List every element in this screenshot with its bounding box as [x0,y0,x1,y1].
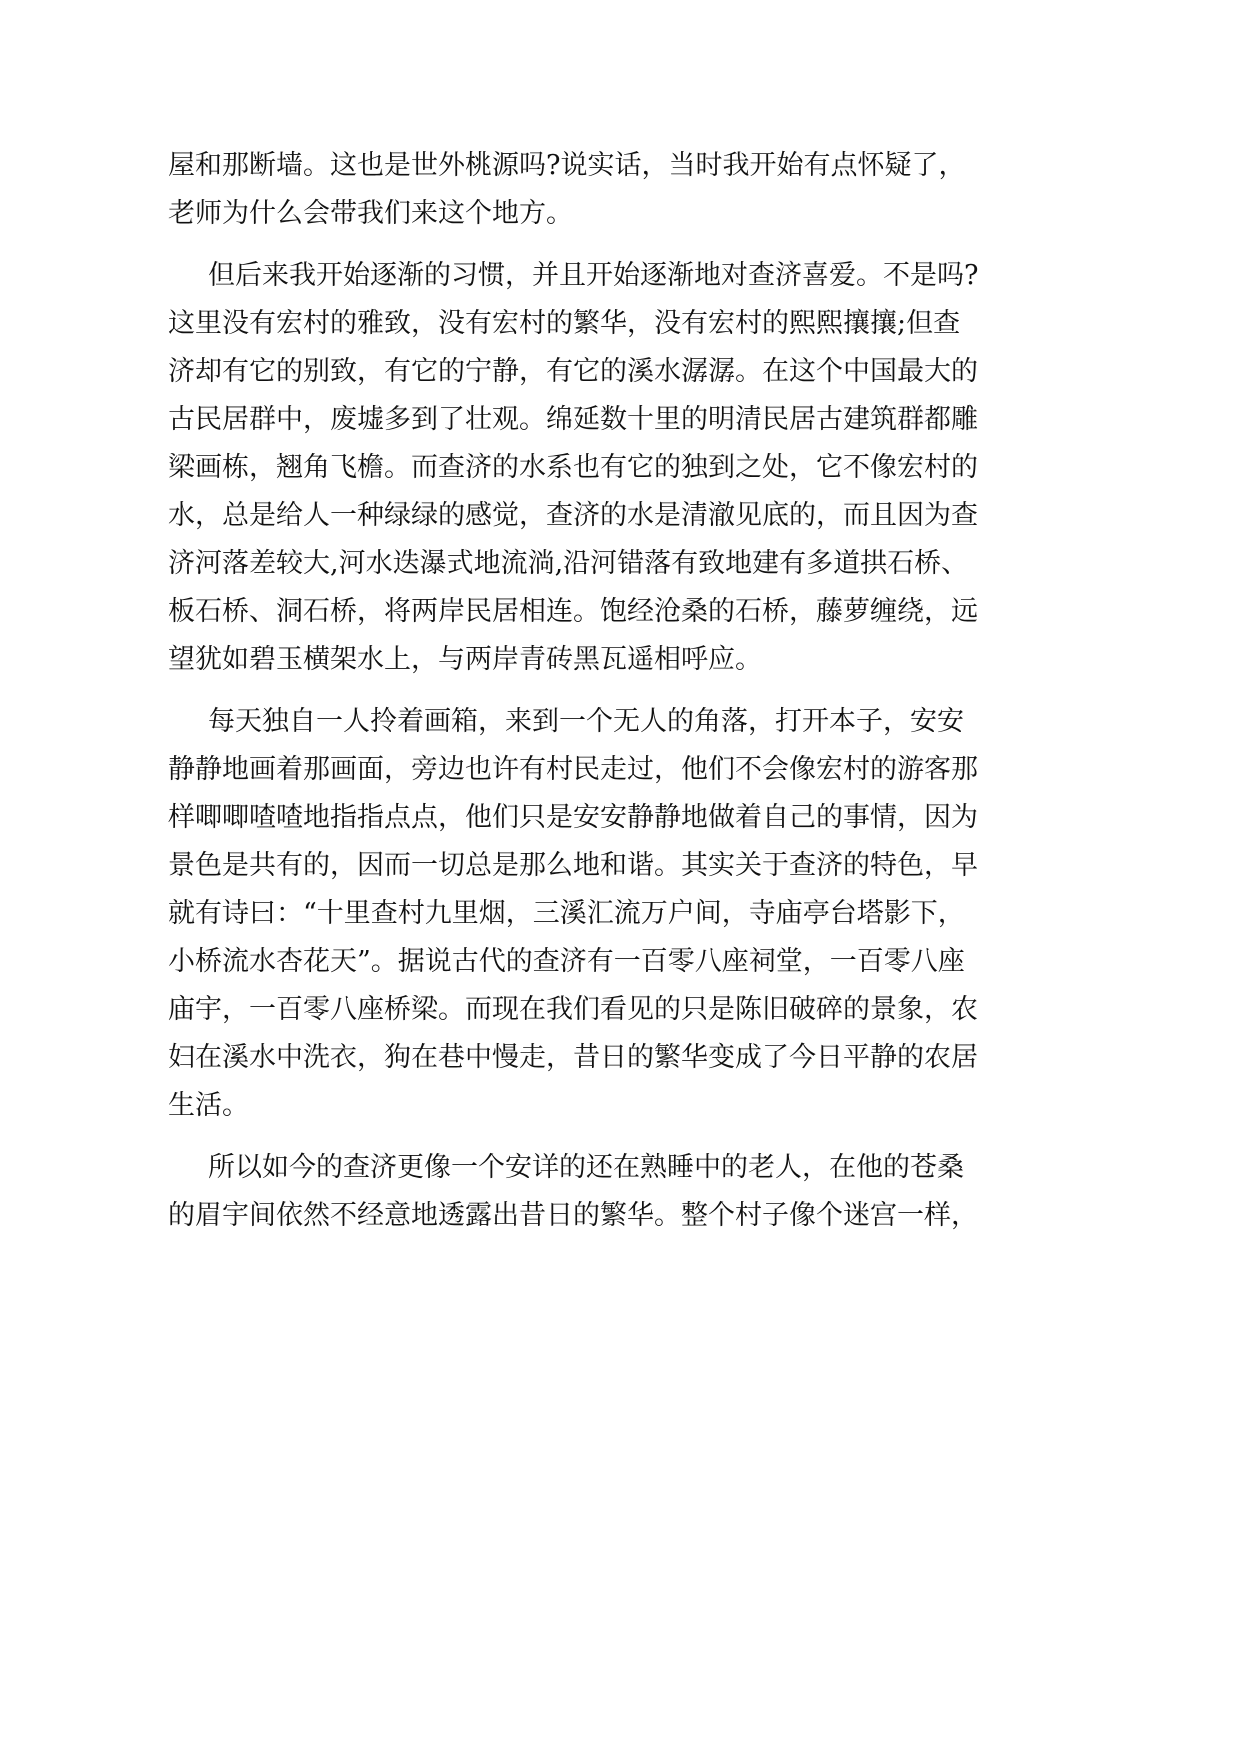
text-line: 小桥流水杏花天”。据说古代的查济有一百零八座祠堂，一百零八座 [168,946,965,977]
document-body [168,142,979,1240]
paragraph-2 [168,252,979,684]
text-line: 老师为什么会带我们来这个地方。 [168,198,573,229]
text-line: 所以如今的查济更像一个安详的还在熟睡中的老人，在他的苍桑 [208,1152,964,1183]
text-line: 板石桥、洞石桥，将两岸民居相连。饱经沧桑的石桥，藤萝缠绕，远 [168,596,978,627]
text-line: 望犹如碧玉横架水上，与两岸青砖黑瓦遥相呼应。 [168,644,762,675]
text-line: 水，总是给人一种绿绿的感觉，查济的水是清澈见底的，而且因为查 [168,500,978,531]
text-line: 古民居群中，废墟多到了壮观。绵延数十里的明清民居古建筑群都雕 [168,404,978,435]
text-line: 的眉宇间依然不经意地透露出昔日的繁华。整个村子像个迷宫一样， [168,1200,978,1231]
text-line: 屋和那断墙。这也是世外桃源吗?说实话，当时我开始有点怀疑了， [168,150,966,181]
text-line: 妇在溪水中洗衣，狗在巷中慢走，昔日的繁华变成了今日平静的农居 [168,1042,978,1073]
text-line: 济却有它的别致，有它的宁静，有它的溪水潺潺。在这个中国最大的 [168,356,978,387]
paragraph-4 [168,1144,978,1240]
text-line: 就有诗曰：“十里查村九里烟，三溪汇流万户间，寺庙亭台塔影下， [168,898,965,929]
paragraph-1 [168,142,966,238]
text-line: 这里没有宏村的雅致，没有宏村的繁华，没有宏村的熙熙攘攘;但查 [168,308,961,339]
text-line: 样唧唧喳喳地指指点点，他们只是安安静静地做着自己的事情，因为 [168,802,978,833]
text-line: 景色是共有的，因而一切总是那么地和谐。其实关于查济的特色，早 [168,850,978,881]
paragraph-3 [168,698,978,1130]
text-line: 每天独自一人拎着画箱，来到一个无人的角落，打开本子，安安 [208,706,964,737]
text-line: 静静地画着那画面，旁边也许有村民走过，他们不会像宏村的游客那 [168,754,978,785]
text-line: 济河落差较大,河水迭瀑式地流淌,沿河错落有致地建有多道拱石桥、 [168,548,969,579]
text-line: 生活。 [168,1090,249,1121]
text-line: 梁画栋，翘角飞檐。而查济的水系也有它的独到之处，它不像宏村的 [168,452,978,483]
text-line: 但后来我开始逐渐的习惯，并且开始逐渐地对查济喜爱。不是吗? [208,260,979,291]
text-line: 庙宇，一百零八座桥梁。而现在我们看见的只是陈旧破碎的景象，农 [168,994,978,1025]
